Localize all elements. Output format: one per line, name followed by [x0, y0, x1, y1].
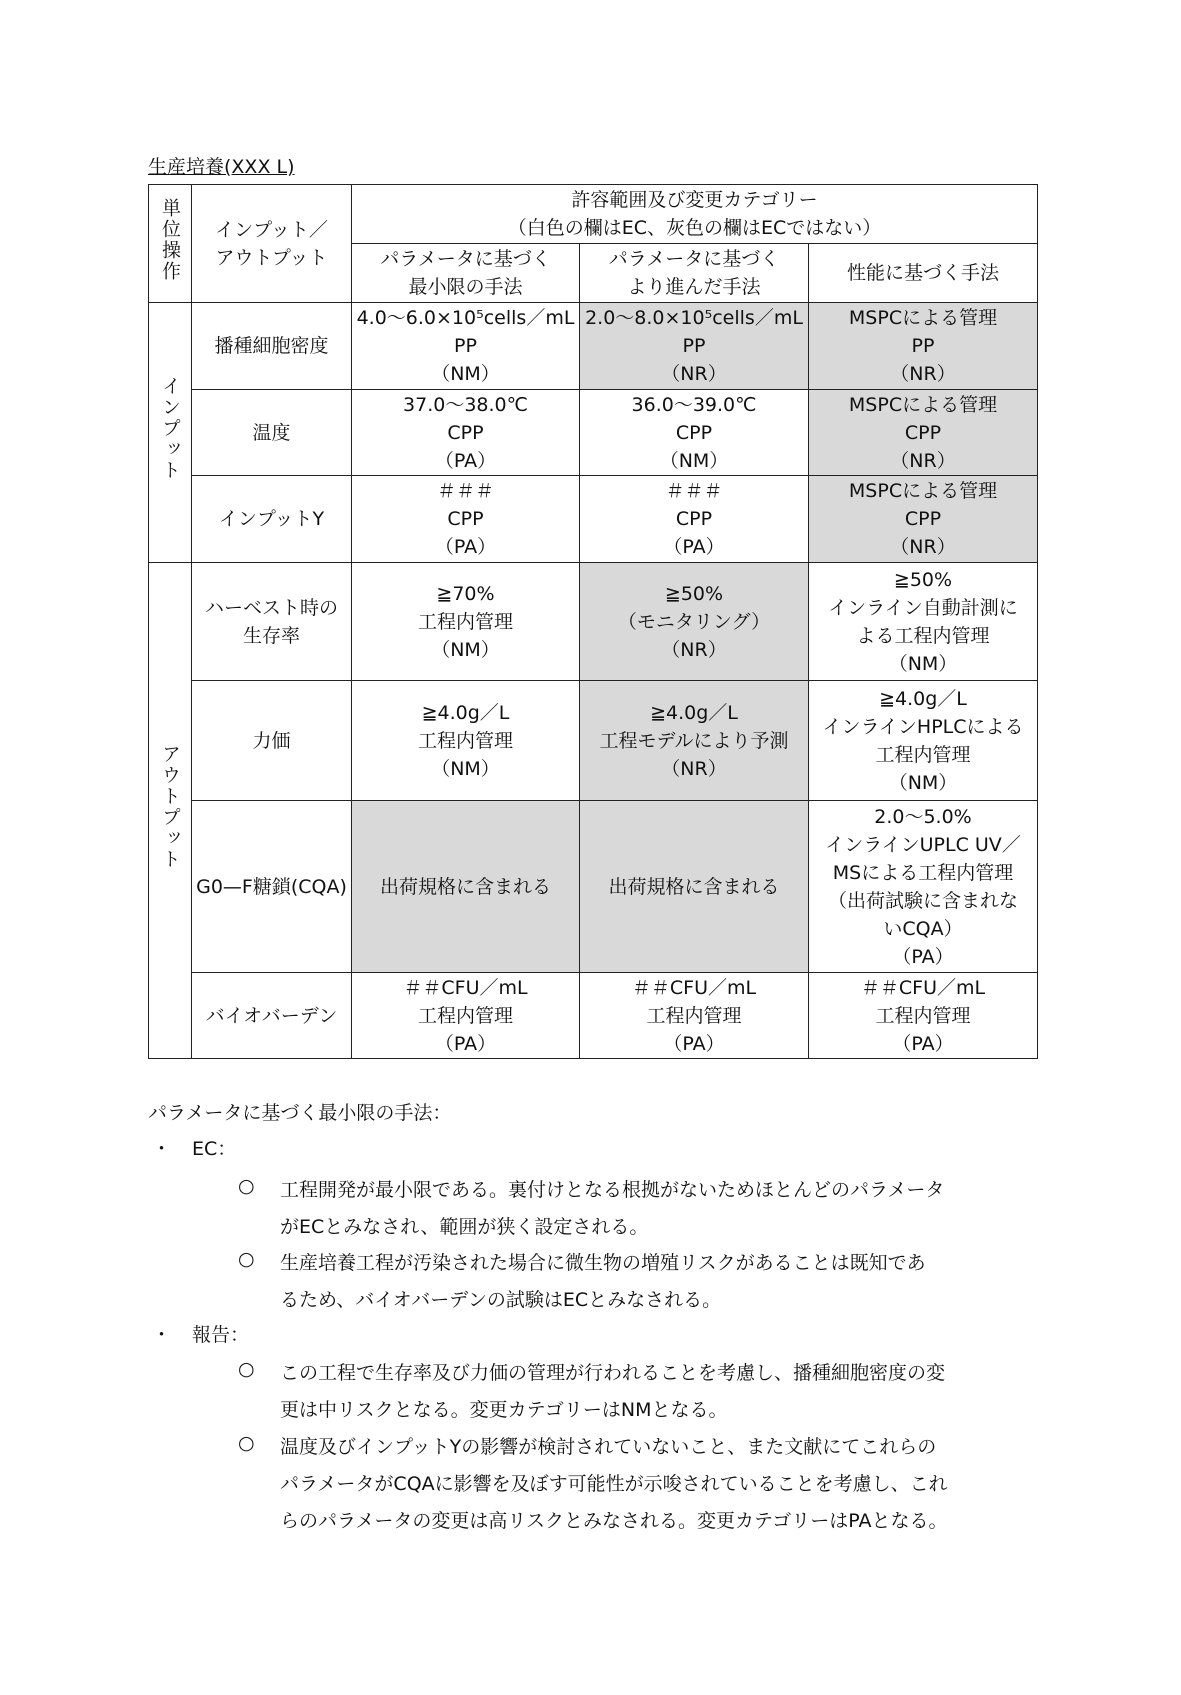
cell: ≧4.0g／L 工程内管理 （NM） — [352, 681, 580, 801]
row-label: 力価 — [192, 681, 352, 801]
cell: ≧50% インライン自動計測に よる工程内管理 （NM） — [809, 563, 1038, 681]
cell: ＃＃CFU／mL 工程内管理 （PA） — [352, 973, 580, 1059]
cell: 出荷規格に含まれる — [352, 801, 580, 973]
group-output — [149, 563, 192, 1059]
ec-item-1-line-2: がECとみなされ、範囲が狭く設定される。 — [280, 1216, 649, 1238]
ec-item-2-line-1: 生産培養工程が汚染された場合に微生物の増殖リスクがあることは既知であ — [280, 1252, 926, 1274]
notes-heading: パラメータに基づく最小限の手法： — [148, 1102, 452, 1124]
report-item-1-line-2: 更は中リスクとなる。変更カテゴリーはNMとなる。 — [280, 1399, 728, 1421]
table-row — [149, 390, 1038, 476]
report-item-2-line-3: らのパラメータの変更は高リスクとみなされる。変更カテゴリーはPAとなる。 — [280, 1510, 948, 1532]
report-label: 報告： — [192, 1324, 250, 1346]
cell: ≧70% 工程内管理 （NM） — [352, 563, 580, 681]
circle-bullet-icon: ○ — [238, 1248, 255, 1270]
circle-bullet-icon: ○ — [238, 1358, 255, 1380]
table-row — [149, 681, 1038, 801]
table-row — [149, 476, 1038, 563]
acceptance-range-table — [148, 184, 1038, 1059]
cell: 37.0～38.0℃ CPP （PA） — [352, 390, 580, 476]
ec-item-1-line-1: 工程開発が最小限である。裏付けとなる根拠がないためほとんどのパラメータ — [280, 1179, 945, 1201]
row-label: バイオバーデン — [192, 973, 352, 1059]
report-item-2-line-1: 温度及びインプットYの影響が検討されていないこと、また文献にてこれらの — [280, 1436, 937, 1458]
cell: 出荷規格に含まれる — [580, 801, 809, 973]
header-unit-operation — [149, 185, 192, 303]
circle-bullet-icon: ○ — [238, 1175, 255, 1197]
group-input — [149, 303, 192, 563]
cell: ＃＃CFU／mL 工程内管理 （PA） — [809, 973, 1038, 1059]
cell: 2.0～8.0×10⁵cells／mL PP （NR） — [580, 303, 809, 390]
cell: 2.0～5.0% インラインUPLC UV／ MSによる工程内管理 （出荷試験に含まれな いCQA） （PA） — [809, 801, 1038, 973]
circle-bullet-icon: ○ — [238, 1432, 255, 1454]
bullet-icon: ・ — [152, 1138, 172, 1160]
cell: ≧4.0g／L 工程モデルにより予測 （NR） — [580, 681, 809, 801]
cell: ＃＃＃ CPP （PA） — [580, 476, 809, 563]
group-label: アウトプット — [159, 743, 181, 870]
cell: 36.0～39.0℃ CPP （NM） — [580, 390, 809, 476]
report-item-1-line-1: この工程で生存率及び力価の管理が行われることを考慮し、播種細胞密度の変 — [280, 1362, 946, 1384]
ec-label: EC： — [192, 1138, 237, 1160]
table-row — [149, 303, 1038, 390]
cell: MSPCによる管理 CPP （NR） — [809, 476, 1038, 563]
header-input-output: インプット／ アウトプット — [192, 185, 352, 303]
table-row — [149, 973, 1038, 1059]
row-label: 温度 — [192, 390, 352, 476]
header-row — [149, 185, 1038, 244]
cell: ＃＃＃ CPP （PA） — [352, 476, 580, 563]
row-label: 播種細胞密度 — [192, 303, 352, 390]
section-title: 生産培養(XXX L) — [148, 156, 295, 178]
header-enhanced-approach: パラメータに基づく より進んだ手法 — [580, 244, 809, 303]
row-label: ハーベスト時の 生存率 — [192, 563, 352, 681]
bullet-icon: ・ — [152, 1324, 172, 1346]
table-row — [149, 801, 1038, 973]
cell: 4.0～6.0×10⁵cells／mL PP （NM） — [352, 303, 580, 390]
table-row — [149, 563, 1038, 681]
cell: MSPCによる管理 PP （NR） — [809, 303, 1038, 390]
cell: ≧4.0g／L インラインHPLCによる 工程内管理 （NM） — [809, 681, 1038, 801]
header-performance-approach: 性能に基づく手法 — [809, 244, 1038, 303]
report-item-2-line-2: パラメータがCQAに影響を及ぼす可能性が示唆されていることを考慮し、これ — [280, 1473, 948, 1495]
row-label: G0—F糖鎖(CQA) — [192, 801, 352, 973]
ec-item-2-line-2: るため、バイオバーデンの試験はECとみなされる。 — [280, 1289, 722, 1311]
row-label: インプットY — [192, 476, 352, 563]
header-minimal-approach: パラメータに基づく 最小限の手法 — [352, 244, 580, 303]
cell: ≧50% （モニタリング） （NR） — [580, 563, 809, 681]
cell: MSPCによる管理 CPP （NR） — [809, 390, 1038, 476]
cell: ＃＃CFU／mL 工程内管理 （PA） — [580, 973, 809, 1059]
group-label: インプット — [159, 376, 181, 481]
header-unit-label: 単位操作 — [159, 197, 181, 282]
header-range-category: 許容範囲及び変更カテゴリー （白色の欄はEC、灰色の欄はECではない） — [352, 185, 1038, 244]
